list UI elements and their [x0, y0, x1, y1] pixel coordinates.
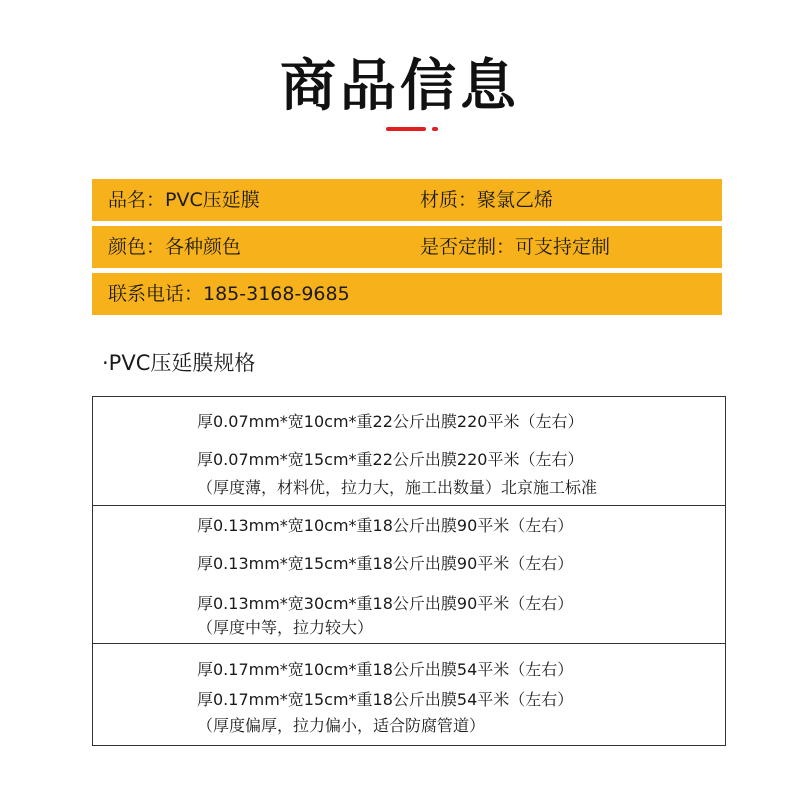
spec-table	[92, 396, 726, 746]
spec-note: （厚度偏厚，拉力偏小，适合防腐管道）	[197, 716, 486, 735]
spec-note: （厚度薄，材料优，拉力大，施工出数量）北京施工标准	[197, 478, 598, 497]
spec-line: 厚0.17mm*宽15cm*重18公斤出膜54平米（左右）	[197, 690, 574, 709]
contact-phone: 联系电话：185-3168-9685	[108, 283, 350, 305]
spec-note: （厚度中等，拉力较大）	[197, 618, 374, 637]
info-row-name-material	[92, 179, 722, 221]
product-name: 品名：PVC压延膜	[108, 189, 260, 211]
spec-line: 厚0.13mm*宽30cm*重18公斤出膜90平米（左右）	[197, 594, 574, 613]
spec-line: 厚0.13mm*宽15cm*重18公斤出膜90平米（左右）	[197, 554, 574, 573]
product-color: 颜色：各种颜色	[108, 236, 242, 258]
info-row-phone	[92, 273, 722, 315]
spec-line: 厚0.17mm*宽10cm*重18公斤出膜54平米（左右）	[197, 660, 574, 679]
spec-group-007	[93, 397, 725, 506]
spec-line: 厚0.07mm*宽15cm*重22公斤出膜220平米（左右）	[197, 450, 584, 469]
product-customizable: 是否定制：可支持定制	[420, 236, 611, 258]
product-material: 材质：聚氯乙烯	[420, 189, 554, 211]
page-title: 商品信息	[280, 54, 520, 119]
spec-line: 厚0.13mm*宽10cm*重18公斤出膜90平米（左右）	[197, 516, 574, 535]
spec-heading: ·PVC压延膜规格	[102, 351, 256, 375]
title-underline-dot	[432, 127, 438, 131]
title-underline	[386, 127, 426, 131]
spec-line: 厚0.07mm*宽10cm*重22公斤出膜220平米（左右）	[197, 412, 584, 431]
spec-group-017	[93, 643, 725, 745]
info-row-color-custom	[92, 226, 722, 268]
spec-group-013	[93, 505, 725, 644]
